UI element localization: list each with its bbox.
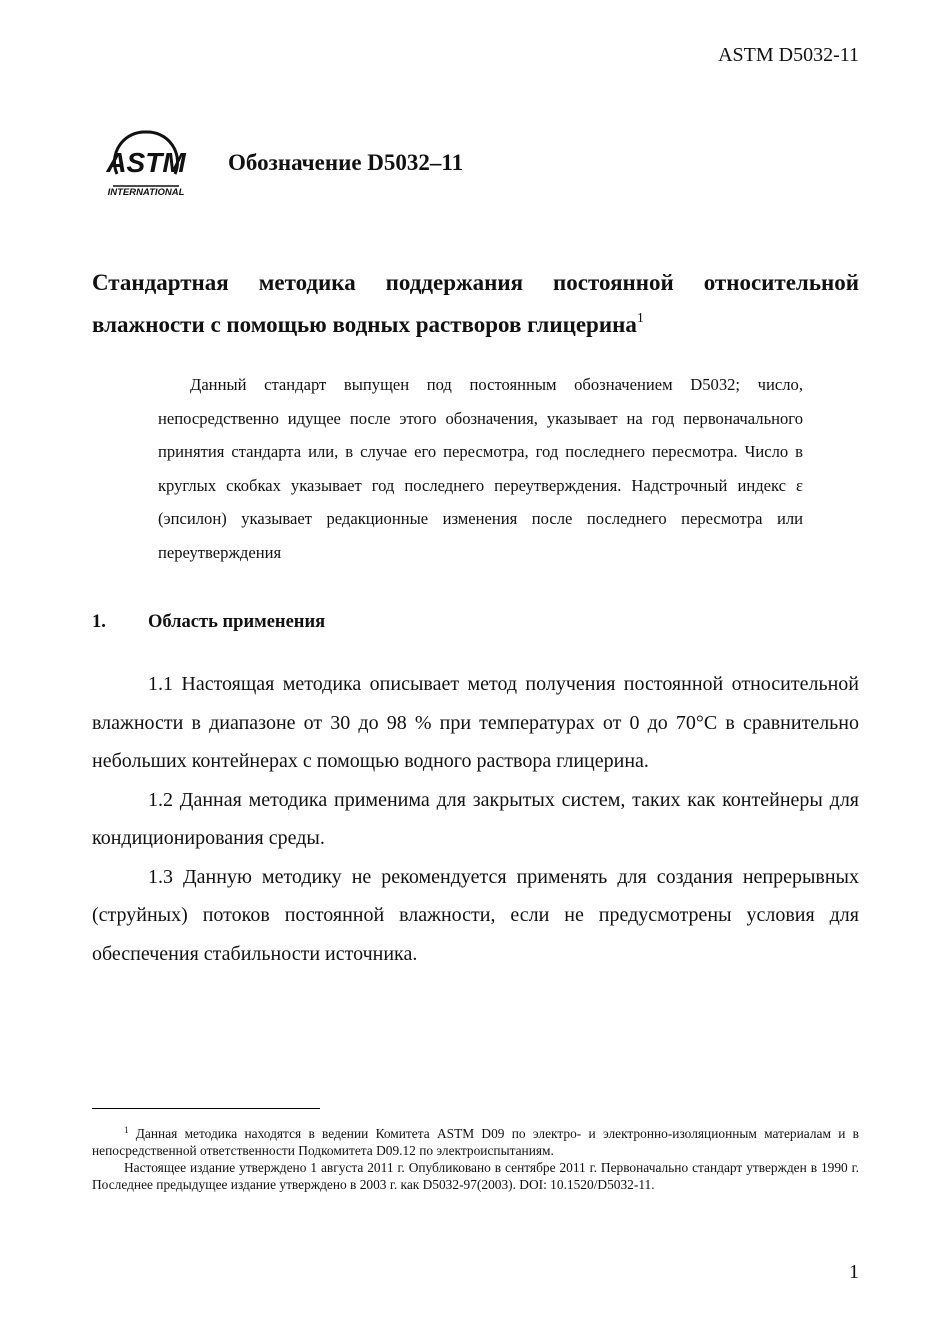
footnote (92, 1125, 859, 1193)
page-number: 1 (849, 1261, 859, 1283)
footnote-marker: 1 (124, 1125, 129, 1135)
footnote-text-1: Данная методика находятся в ведении Комитета ASTM D09 по электро- и электронно-изоляционным материалам и в непосредственной ответственности Подкомитета D09.12 по электроиспытаниям. (92, 1126, 859, 1158)
title-footnote-ref[interactable]: 1 (636, 311, 644, 326)
astm-logo (103, 124, 189, 198)
footnote-line-2: Настоящее издание утверждено 1 августа 2011 г. Опубликовано в сентябре 2011 г. Первоначально стандарт утвержден в 1990 г. Последнее предыдущее издание утверждено в 2003 г. как D5032-97(2003). DOI: 10.1520/D5032-11. (92, 1160, 859, 1192)
section-heading (92, 612, 325, 633)
paragraph-1-2: 1.2 Данная методика применима для закрытых систем, таких как контейнеры для кондиционирования среды. (92, 788, 859, 849)
logo-subtext: INTERNATIONAL (107, 187, 185, 198)
title-text: Стандартная методика поддержания постоянной относительной влажности с помощью водных растворов глицерина (92, 270, 859, 337)
abstract-paragraph: Данный стандарт выпущен под постоянным обозначением D5032; число, непосредственно идущее после этого обозначения, указывает на год первоначального принятия стандарта или, в случае его пересмотра, год последнего пересмотра. Число в круглых скобках указывает год последнего переутверждения. Надстрочный индекс ε (эпсилон) указывает редакционные изменения после последнего пересмотра или переутверждения (158, 375, 803, 562)
logo-text: ASTM (106, 147, 186, 178)
paragraph-1-3: 1.3 Данную методику не рекомендуется применять для создания непрерывных (струйных) потоков постоянной влажности, если не предусмотрены условия для обеспечения стабильности источника. (92, 865, 859, 965)
section-body (92, 665, 859, 973)
paragraph-1-1: 1.1 Настоящая методика описывает метод получения постоянной относительной влажности в диапазоне от 30 до 98 % при температурах от 0 до 70°C в сравнительно небольших контейнерах с помощью водного раствора глицерина. (92, 673, 859, 772)
document-code-header: ASTM D5032-11 (718, 44, 859, 66)
document-designation: Обозначение D5032–11 (228, 150, 464, 175)
section-title: Область применения (148, 612, 326, 632)
section-number: 1. (92, 612, 106, 632)
footnote-line-1 (92, 1125, 859, 1159)
footnote-divider (92, 1108, 320, 1109)
document-title (92, 262, 859, 346)
